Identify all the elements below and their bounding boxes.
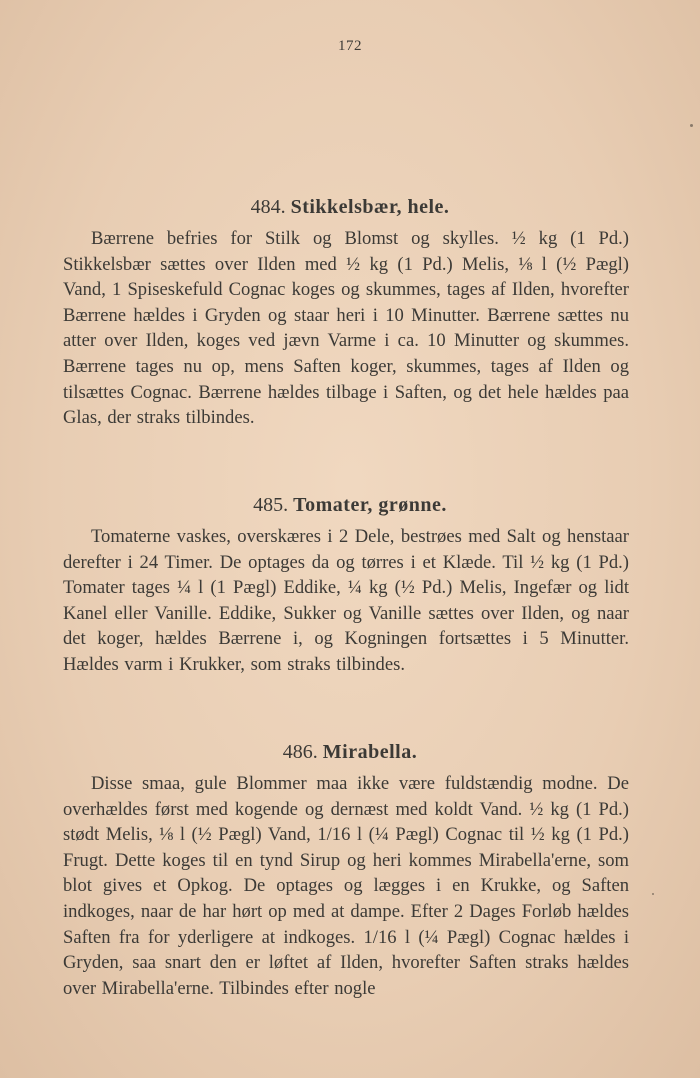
- recipe-number: 486.: [282, 741, 318, 763]
- recipe-heading: [0, 741, 700, 764]
- recipe-text: Bærrene befries for Stilk og Blomst og skylles. ½ kg (1 Pd.) Stikkelsbær sættes over Ilden med ½ kg (1 Pd.) Melis, ⅛ l (½ Pægl) Vand, 1 Spiseskefuld Cognac koges og skummes, tages af Ilden, hvorefter Bærrene hældes i Gryden og staar heri i 10 Minutter. Bærrene sættes nu atter over Ilden, koges ved jævn Varme i ca. 10 Minutter og skummes. Bærrene tages nu op, mens Saften koger, skummes, tages af Ilden og tilsættes Cognac. Bærrene hældes tilbage i Saften, og det hele hældes paa Glas, der straks tilbindes.: [63, 228, 629, 429]
- recipe-text: Disse smaa, gule Blommer maa ikke være fuldstændig modne. De overhældes først med kogende og dernæst med koldt Vand. ½ kg (1 Pd.) stødt Melis, ⅛ l (½ Pægl) Vand, 1/16 l (¼ Pægl) Cognac til ½ kg (1 Pd.) Frugt. Dette koges til en tynd Sirup og heri kommes Mirabella'erne, som blot gives et Opkog. De optages og lægges i en Krukke, og Saften indkoges, naar de har hørt op med at dampe. Efter 2 Dages Forløb hældes Saften fra for yderligere at indkoges. 1/16 l (¼ Pægl) Cognac hældes i Gryden, saa snart den er løftet af Ilden, hvorefter Saften straks hældes over Mirabella'erne. Tilbindes efter nogle: [63, 773, 629, 999]
- recipe-heading: [0, 494, 700, 517]
- recipe-title: Tomater, grønne.: [293, 494, 447, 516]
- recipe-text: Tomaterne vaskes, overskæres i 2 Dele, bestrøes med Salt og henstaar derefter i 24 Timer. De optages da og tørres i et Klæde. Til ½ kg (1 Pd.) Tomater tages ¼ l (1 Pægl) Eddike, ¼ kg (½ Pd.) Melis, Ingefær og lidt Kanel eller Vanille. Eddike, Sukker og Vanille sættes over Ilden, og naar det koger, hældes Bærrene i, og Kogningen fortsættes i 5 Minutter. Hældes varm i Krukker, som straks tilbindes.: [63, 526, 629, 675]
- recipe-number: 485.: [253, 494, 289, 516]
- paper-speck: [690, 124, 693, 127]
- page-number: 172: [338, 38, 362, 54]
- recipe-title: Mirabella.: [322, 741, 418, 763]
- recipe-heading: [0, 196, 700, 219]
- recipe-number: 484.: [250, 196, 286, 218]
- recipe-title: Stikkelsbær, hele.: [290, 196, 450, 218]
- paper-speck: [652, 893, 654, 895]
